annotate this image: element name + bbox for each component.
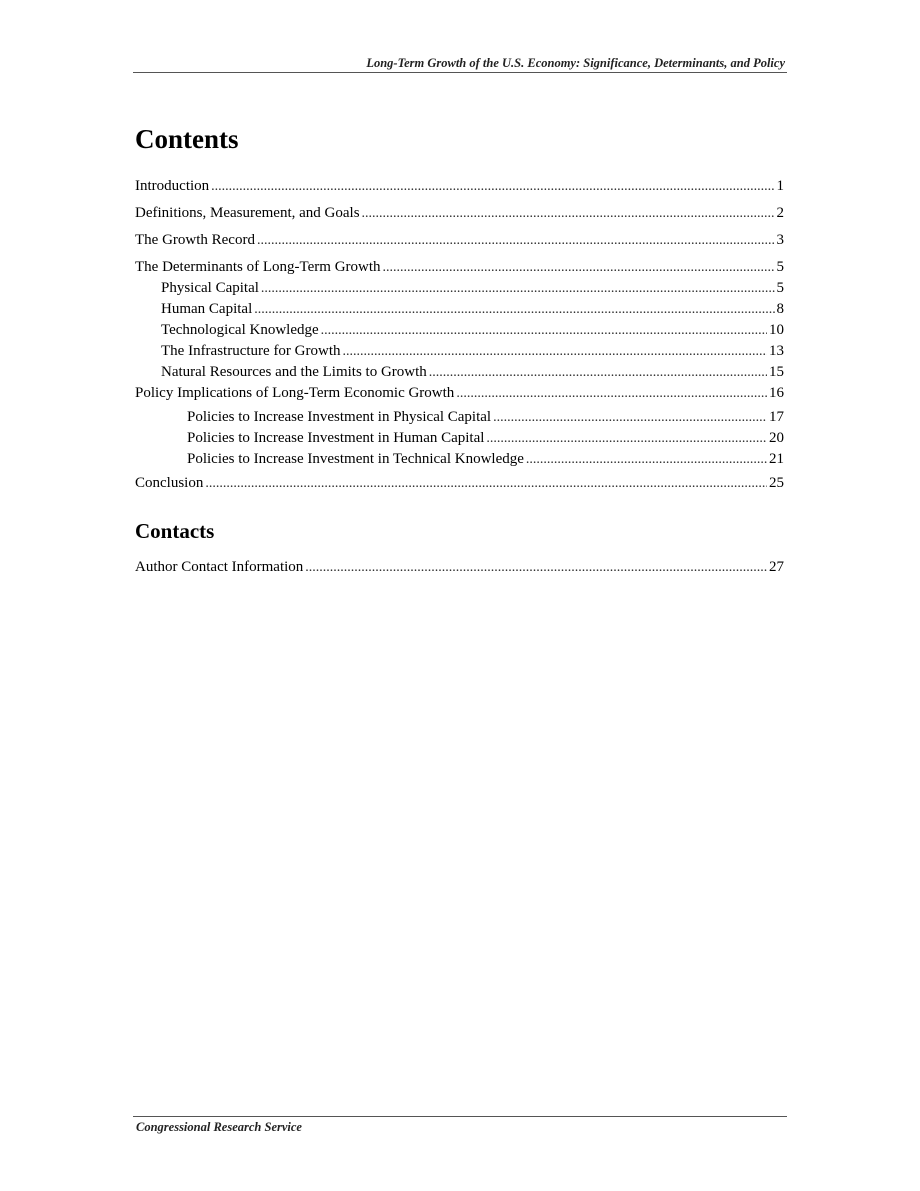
footer-publisher: Congressional Research Service <box>136 1120 302 1134</box>
dot-leader <box>205 475 767 493</box>
toc-entry-author-contact[interactable] <box>135 558 784 577</box>
toc-entry-page: 5 <box>776 280 784 296</box>
dot-leader <box>362 205 775 223</box>
dot-leader <box>383 259 775 277</box>
dot-leader <box>321 322 767 340</box>
toc-entry-label: Conclusion <box>135 475 204 491</box>
toc-entry-page: 10 <box>769 322 784 338</box>
toc-entry-page: 1 <box>776 178 784 194</box>
toc-entry-label: Human Capital <box>161 301 253 317</box>
toc-entry-physical-capital[interactable] <box>135 279 784 298</box>
toc-entry-page: 27 <box>769 559 784 575</box>
toc-entry-label: Policies to Increase Investment in Physical Capital <box>187 409 492 425</box>
toc-entry-page: 2 <box>776 205 784 221</box>
contents-heading: Contents <box>135 124 239 154</box>
dot-leader <box>486 430 767 448</box>
toc-entry-page: 5 <box>776 259 784 275</box>
toc-entry-label: Definitions, Measurement, and Goals <box>135 205 360 221</box>
contacts-heading: Contacts <box>135 519 215 543</box>
toc-entry-policy-physical-capital[interactable] <box>135 408 784 427</box>
toc-entry-technological-knowledge[interactable] <box>135 321 784 340</box>
toc-entry-page: 8 <box>776 301 784 317</box>
toc-entry-page: 25 <box>769 475 784 491</box>
toc-entry-page: 17 <box>769 409 784 425</box>
toc-entry-page: 15 <box>769 364 784 380</box>
dot-leader <box>343 343 767 361</box>
toc-entry-label: Introduction <box>135 178 210 194</box>
dot-leader <box>254 301 774 319</box>
footer-rule <box>133 1116 787 1117</box>
toc-entry-label: The Determinants of Long-Term Growth <box>135 259 381 275</box>
running-header: Long-Term Growth of the U.S. Economy: Significance, Determinants, and Policy <box>366 56 785 70</box>
toc-entry-introduction[interactable] <box>135 177 784 196</box>
toc-entry-label: The Growth Record <box>135 232 255 248</box>
toc-entry-page: 16 <box>769 385 784 401</box>
dot-leader <box>305 559 767 577</box>
toc-entry-natural-resources[interactable] <box>135 363 784 382</box>
toc-entry-conclusion[interactable] <box>135 474 784 493</box>
toc-entry-policy-implications[interactable] <box>135 384 784 403</box>
toc-entry-label: Natural Resources and the Limits to Growth <box>161 364 427 380</box>
toc-entry-growth-record[interactable] <box>135 231 784 250</box>
toc-entry-page: 13 <box>769 343 784 359</box>
toc-entry-label: The Infrastructure for Growth <box>161 343 341 359</box>
toc-entry-policy-technical-knowledge[interactable] <box>135 450 784 469</box>
toc-entry-label: Physical Capital <box>161 280 259 296</box>
dot-leader <box>456 385 767 403</box>
header-rule <box>133 72 787 73</box>
toc-entry-determinants[interactable] <box>135 258 784 277</box>
dot-leader <box>429 364 767 382</box>
dot-leader <box>526 451 767 469</box>
toc-entry-definitions[interactable] <box>135 204 784 223</box>
toc-entry-label: Policies to Increase Investment in Technical Knowledge <box>187 451 524 467</box>
dot-leader <box>211 178 774 196</box>
toc-entry-page: 21 <box>769 451 784 467</box>
toc-entry-human-capital[interactable] <box>135 300 784 319</box>
toc-entry-page: 3 <box>776 232 784 248</box>
toc-entry-label: Policy Implications of Long-Term Economic Growth <box>135 385 455 401</box>
contacts-list <box>135 558 784 577</box>
dot-leader <box>257 232 775 250</box>
toc-entry-label: Author Contact Information <box>135 559 304 575</box>
toc-entry-policy-human-capital[interactable] <box>135 429 784 448</box>
table-of-contents <box>135 177 784 493</box>
toc-entry-page: 20 <box>769 430 784 446</box>
toc-entry-label: Technological Knowledge <box>161 322 319 338</box>
dot-leader <box>493 409 767 427</box>
dot-leader <box>261 280 775 298</box>
toc-entry-label: Policies to Increase Investment in Human Capital <box>187 430 485 446</box>
toc-entry-infrastructure[interactable] <box>135 342 784 361</box>
